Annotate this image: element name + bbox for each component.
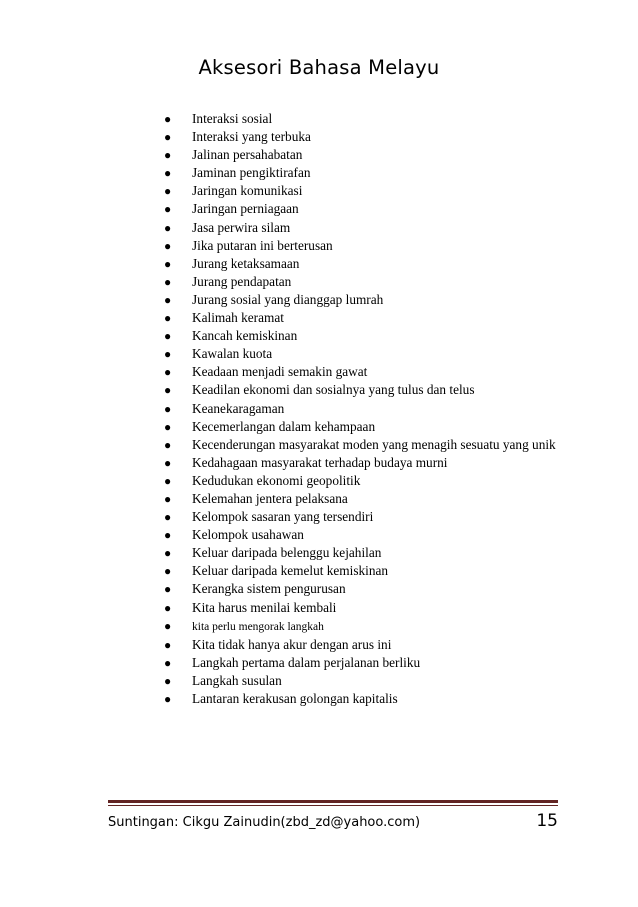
bullet-icon: ●: [164, 292, 172, 307]
list-item-text: Kedahagaan masyarakat terhadap budaya murni: [192, 454, 448, 470]
footer-credit: Suntingan: Cikgu Zainudin(zbd_zd@yahoo.com): [108, 815, 421, 830]
list-item: [0, 237, 638, 255]
bullet-icon: ●: [164, 419, 172, 434]
bullet-icon: ●: [164, 130, 172, 145]
bullet-icon: ●: [164, 148, 172, 163]
list-item: [0, 400, 638, 418]
bullet-icon: ●: [164, 618, 172, 633]
bullet-icon: ●: [164, 401, 172, 416]
list-item: [0, 526, 638, 544]
list-item-text: Kelompok usahawan: [192, 527, 304, 543]
list-item-text: Keanekaragaman: [192, 400, 285, 416]
list-item: [0, 654, 638, 672]
list-item-text: Kawalan kuota: [192, 346, 273, 362]
page-title: Aksesori Bahasa Melayu: [198, 56, 440, 79]
bullet-list: [0, 110, 638, 708]
list-item-text: Jurang pendapatan: [192, 273, 292, 289]
bullet-icon: ●: [164, 274, 172, 289]
list-item-text: Kedudukan ekonomi geopolitik: [192, 472, 361, 488]
list-item: [0, 327, 638, 345]
bullet-icon: ●: [164, 437, 172, 452]
list-item-text: Keluar daripada kemelut kemiskinan: [192, 563, 389, 579]
bullet-icon: ●: [164, 256, 172, 271]
list-item-text: kita perlu mengorak langkah: [192, 620, 324, 633]
list-item: [0, 599, 638, 617]
bullet-icon: ●: [164, 184, 172, 199]
list-item-text: Kelompok sasaran yang tersendiri: [192, 509, 374, 525]
list-item-text: Kecemerlangan dalam kehampaan: [192, 418, 376, 434]
list-item-text: Jurang sosial yang dianggap lumrah: [192, 291, 384, 307]
bullet-icon: ●: [164, 673, 172, 688]
list-item-text: Jurang ketaksamaan: [192, 255, 300, 271]
list-item: [0, 418, 638, 436]
list-item-text: Jaringan komunikasi: [192, 183, 303, 199]
list-item: [0, 110, 638, 128]
list-item: [0, 562, 638, 580]
list-item: [0, 146, 638, 164]
list-item: [0, 580, 638, 598]
list-item-text: Kancah kemiskinan: [192, 328, 298, 344]
bullet-icon: ●: [164, 383, 172, 398]
list-item-text: Interaksi yang terbuka: [192, 129, 311, 145]
list-item-text: Jalinan persahabatan: [192, 147, 303, 163]
list-item: [0, 436, 638, 454]
bullet-icon: ●: [164, 491, 172, 506]
bullet-icon: ●: [164, 329, 172, 344]
list-item: [0, 617, 638, 636]
list-item: [0, 255, 638, 273]
list-item-text: Langkah pertama dalam perjalanan berliku: [192, 654, 421, 670]
list-item-text: Jasa perwira silam: [192, 219, 291, 235]
list-item: [0, 636, 638, 654]
footer-divider: [108, 800, 558, 803]
list-item: [0, 200, 638, 218]
bullet-icon: ●: [164, 202, 172, 217]
list-item-text: Kelemahan jentera pelaksana: [192, 490, 348, 506]
list-item-text: Jaminan pengiktirafan: [192, 165, 311, 181]
bullet-icon: ●: [164, 455, 172, 470]
list-item: [0, 381, 638, 399]
list-item-text: Jika putaran ini berterusan: [192, 237, 333, 253]
bullet-icon: ●: [164, 692, 172, 706]
bullet-icon: ●: [164, 637, 172, 652]
list-item: [0, 544, 638, 562]
bullet-icon: ●: [164, 546, 172, 561]
list-item-text: Lantaran kerakusan golongan kapitalis: [192, 691, 398, 706]
list-item: [0, 273, 638, 291]
list-item: [0, 182, 638, 200]
list-item: [0, 490, 638, 508]
list-item: [0, 472, 638, 490]
page-number: 15: [536, 811, 558, 831]
bullet-icon: ●: [164, 166, 172, 181]
list-item-text: Langkah susulan: [192, 672, 282, 688]
bullet-icon: ●: [164, 112, 172, 126]
list-item-text: Kita tidak hanya akur dengan arus ini: [192, 636, 392, 652]
bullet-icon: ●: [164, 473, 172, 488]
list-item-text: Keadilan ekonomi dan sosialnya yang tulus dan telus: [192, 382, 475, 398]
list-item-text: Kalimah keramat: [192, 310, 284, 326]
list-item: [0, 672, 638, 690]
bullet-icon: ●: [164, 311, 172, 326]
bullet-icon: ●: [164, 510, 172, 525]
list-item-text: Kita harus menilai kembali: [192, 599, 337, 615]
list-item: [0, 508, 638, 526]
footer-divider-thin: [108, 805, 558, 806]
list-item: [0, 219, 638, 237]
list-item: [0, 128, 638, 146]
list-item: [0, 345, 638, 363]
list-item-text: Keluar daripada belenggu kejahilan: [192, 545, 382, 561]
list-item-text: Jaringan perniagaan: [192, 201, 299, 217]
list-item-text: Kecenderungan masyarakat moden yang menagih sesuatu yang unik: [192, 436, 556, 452]
list-item: [0, 454, 638, 472]
list-item: [0, 164, 638, 182]
list-item: [0, 690, 638, 708]
bullet-icon: ●: [164, 582, 172, 597]
bullet-icon: ●: [164, 528, 172, 543]
list-item-text: Kerangka sistem pengurusan: [192, 581, 346, 597]
list-item-text: Interaksi sosial: [192, 111, 273, 126]
list-item: [0, 309, 638, 327]
list-item: [0, 291, 638, 309]
list-item-text: Keadaan menjadi semakin gawat: [192, 364, 368, 380]
bullet-icon: ●: [164, 238, 172, 253]
bullet-icon: ●: [164, 365, 172, 380]
list-item: [0, 363, 638, 381]
bullet-icon: ●: [164, 564, 172, 579]
bullet-icon: ●: [164, 600, 172, 615]
bullet-icon: ●: [164, 655, 172, 670]
bullet-icon: ●: [164, 347, 172, 362]
bullet-icon: ●: [164, 220, 172, 235]
